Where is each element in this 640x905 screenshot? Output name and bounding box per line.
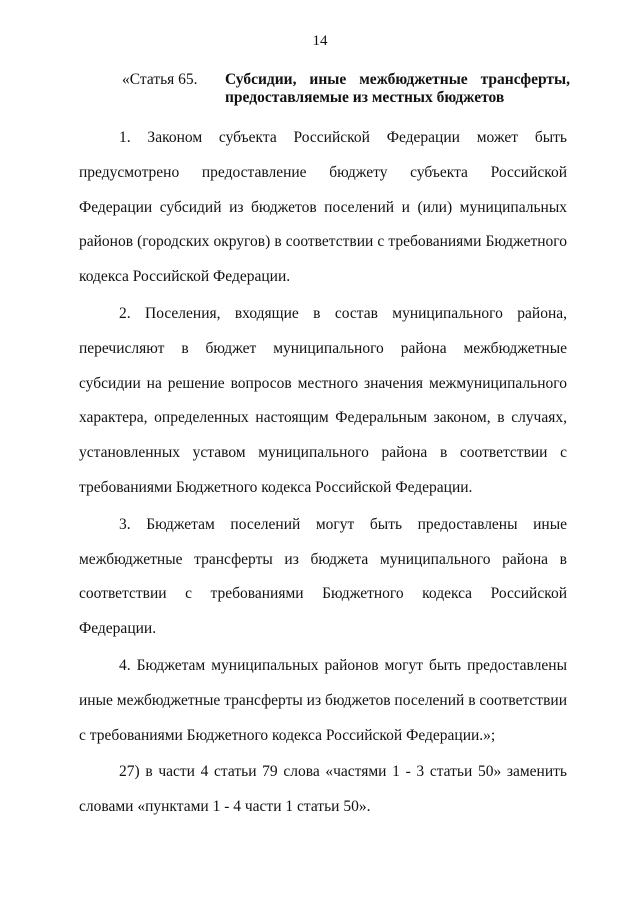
- page-number: 14: [312, 33, 328, 49]
- paragraph-amendment-27: 27) в части 4 статьи 79 слова «частями 1 - 3 статьи 50» заменить словами «пунктами 1 - 4 части 1 статьи 50».: [79, 763, 567, 816]
- article-title-line-2: предоставляемые из местных бюджетов: [225, 89, 505, 106]
- article-title: [225, 71, 570, 107]
- article-body: [79, 121, 567, 825]
- article-title-line-1: Субсидии, иные межбюджетные трансферты,: [225, 71, 570, 88]
- article-number: «Статья 65.: [122, 71, 198, 88]
- paragraph-2: 2. Поселения, входящие в состав муниципального района, перечисляют в бюджет муниципального района межбюджетные субсидии на решение вопросов местного значения межмуниципального характера, определенных настоящим Федеральным законом, в случаях, установленных уставом муниципального района в соответствии с требованиями Бюджетного кодекса Российской Федерации.: [79, 304, 567, 496]
- paragraph-4: 4. Бюджетам муниципальных районов могут быть предоставлены иные межбюджетные трансферты из бюджетов поселений в соответствии с требованиями Бюджетного кодекса Российской Федерации.»;: [79, 656, 567, 744]
- paragraph-3: 3. Бюджетам поселений могут быть предоставлены иные межбюджетные трансферты из бюджета муниципального района в соответствии с требованиями Бюджетного кодекса Российской Федерации.: [79, 515, 567, 638]
- paragraph-1: 1. Законом субъекта Российской Федерации может быть предусмотрено предоставление бюджету субъекта Российской Федерации субсидий из бюджетов поселений и (или) муниципальных районов (городских округов) в соответствии с требованиями Бюджетного кодекса Российской Федерации.: [79, 129, 567, 286]
